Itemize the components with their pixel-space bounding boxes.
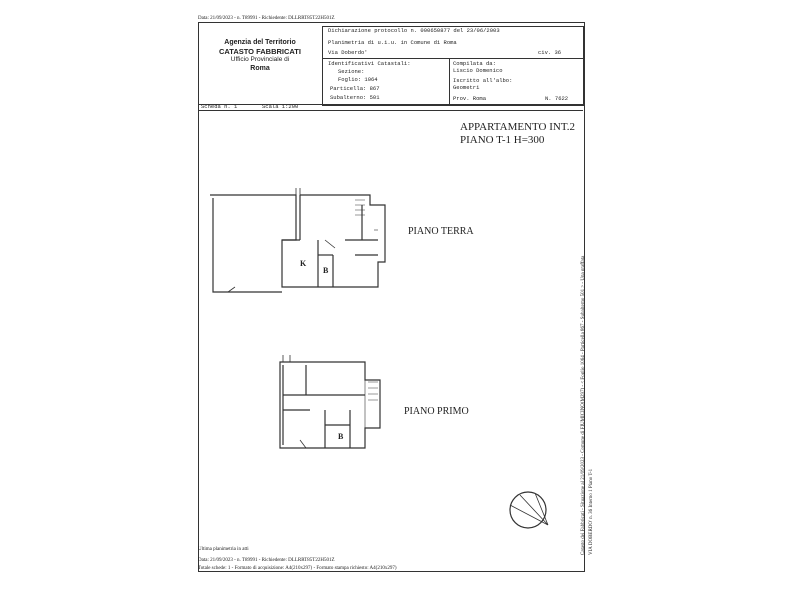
numero-text: N. 7622 bbox=[545, 95, 569, 102]
iscritto-text: Iscritto all'albo: bbox=[453, 77, 513, 84]
iscritto-value: Geometri bbox=[453, 84, 480, 91]
agency-line1: Agenzia del Territorio bbox=[224, 39, 296, 46]
plan-title-2: PIANO T-1 H=300 bbox=[460, 134, 545, 146]
address-text: Via Doberdo' bbox=[328, 49, 368, 56]
agency-line3: Ufficio Provinciale di bbox=[230, 56, 290, 63]
label-piano-primo: PIANO PRIMO bbox=[404, 406, 469, 417]
top-stamp: Data: 21/09/2023 - n. T89991 - Richiedente: DLLRRT85T22H501Z bbox=[198, 16, 335, 21]
north-arrow-circle bbox=[510, 492, 546, 528]
ground-floor-garden bbox=[213, 198, 282, 292]
particella-text: Particella: 867 bbox=[330, 85, 380, 92]
ground-floor-walls bbox=[210, 195, 385, 287]
sezione-text: Sezione: bbox=[338, 68, 365, 75]
civ-text: civ. 36 bbox=[538, 49, 562, 56]
prov-text: Prov. Roma bbox=[453, 95, 487, 102]
scala-text: Scala 1:200 bbox=[262, 103, 299, 110]
footer-schede: Totale schede: 1 - Formato di acquisizione: A4(210x297) - Formato stampa richiesto: A4(210x297) bbox=[198, 566, 397, 571]
side-text-1: Catasto dei Fabbricati - Situazione al 21/09/2023 - Comune di FIUMICINO(M297) - < Foglio 1064 - Particella 867 - Subalterno 501 > - Una graffata bbox=[581, 255, 586, 555]
agency-line4: Roma bbox=[250, 65, 270, 72]
footer-stamp: Data: 21/09/2023 - n. T89991 - Richiedente: DLLRRT85T22H501Z bbox=[198, 558, 335, 563]
label-piano-terra: PIANO TERRA bbox=[408, 226, 474, 237]
footer-ultima: Ultima planimetria in atti bbox=[198, 547, 249, 552]
subalterno-text: Subalterno: 501 bbox=[330, 94, 380, 101]
foglio-text: Foglio: 1064 bbox=[338, 76, 378, 83]
identificativi-title: Identificativi Catastali: bbox=[328, 60, 411, 67]
protocol-text: Dichiarazione protocollo n. 000650877 del 23/06/2003 bbox=[328, 27, 500, 34]
agency-line2: CATASTO FABBRICATI bbox=[219, 47, 301, 56]
scheda-text: Scheda n. 1 bbox=[201, 103, 238, 110]
room-b-label-first: B bbox=[338, 432, 344, 441]
room-k-label: K bbox=[300, 259, 307, 268]
compilata-text: Compilata da: bbox=[453, 60, 496, 67]
side-text-2: VIA DOBERDO' n. 36 Interno 1 Piano T-1 bbox=[589, 468, 594, 555]
planimetria-text: Planimetria di u.i.u. in Comune di Roma bbox=[328, 39, 457, 46]
compilata-name: Liscio Domenico bbox=[453, 67, 503, 74]
plan-title-1: APPARTAMENTO INT.2 bbox=[460, 121, 575, 133]
room-b-label-ground: B bbox=[323, 266, 329, 275]
